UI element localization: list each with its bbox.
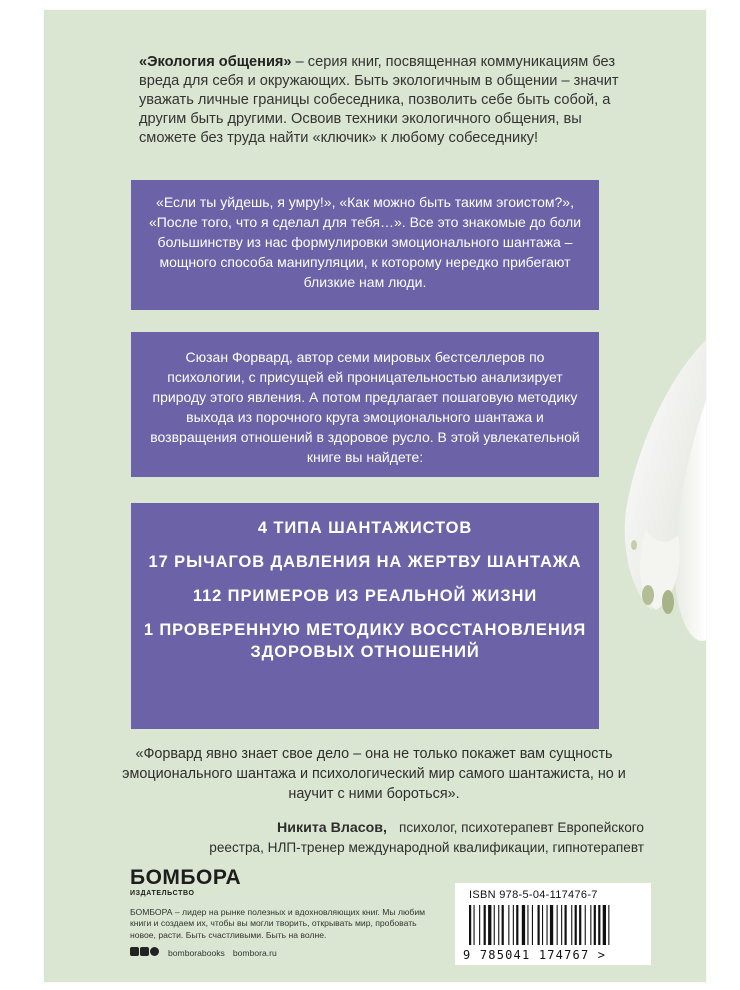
features-box: [131, 503, 599, 729]
feature-item: 112 ПРИМЕРОВ ИЗ РЕАЛЬНОЙ ЖИЗНИ: [192, 587, 538, 605]
barcode-bar: [484, 905, 486, 945]
publisher-socials: [130, 947, 390, 958]
facebook-icon: [130, 947, 139, 956]
barcode-bar: [502, 905, 504, 945]
author-credentials-1: психолог, психотерапевт Европейского: [398, 820, 644, 835]
barcode-bar: [557, 905, 558, 945]
blackmail-phrases-text: «Если ты уйдешь, я умру!», «Как можно быть таким эгоистом?», «После того, что я сделал для тебя…». Все это знакомые до боли большинству из нас формулировки эмоционального шантажа – мощного способа манипуляции, к которому нередко прибегают близкие нам люди.: [148, 194, 582, 290]
barcode-bar: [579, 905, 581, 945]
barcode-bar: [608, 905, 609, 945]
barcode-bar: [594, 905, 596, 945]
barcode-bar: [547, 905, 548, 945]
vk-icon: [140, 947, 149, 956]
author-name: Никита Власов,: [277, 820, 387, 836]
blackmail-phrases-box: [131, 180, 599, 310]
review-quote: «Форвард явно знает свое дело – она не только покажет вам сущность эмоционального шантажа и психологический мир самого шантажиста, но и научит с ними бороться».: [122, 746, 626, 802]
barcode-bar: [590, 905, 591, 945]
isbn-barcode: [455, 883, 651, 965]
barcode-bar: [585, 905, 586, 945]
barcode-bar: [513, 905, 514, 945]
barcode-bar: [522, 905, 525, 945]
barcode-bar: [474, 905, 475, 945]
feature-item: 17 РЫЧАГОВ ДАВЛЕНИЯ НА ЖЕРТВУ ШАНТАЖА: [148, 553, 582, 571]
publisher-description: БОМБОРА – лидер на рынке полезных и вдохновляющих книг. Мы любим книги и создаем их, чтобы вы могли творить, открывать мир, пробовать новое, расти. Быть счастливыми. Быть на волне.: [130, 907, 426, 940]
book-back-cover: [44, 10, 706, 982]
series-intro: [139, 53, 639, 148]
barcode-bar: [603, 905, 606, 945]
barcode-bar: [561, 905, 562, 945]
barcode-bars: [463, 905, 643, 945]
barcode-bar: [532, 905, 533, 945]
review-author: [104, 818, 644, 857]
barcode-bar: [516, 905, 518, 945]
author-credentials-2: реестра, НЛП-тренер международной квалификации, гипнотерапевт: [209, 840, 644, 855]
instagram-icon: [150, 947, 159, 956]
publisher-website: bombora.ru: [232, 947, 277, 958]
barcode-bar: [538, 905, 540, 945]
barcode-bar: [498, 905, 499, 945]
barcode-bar: [575, 905, 577, 945]
feature-item: 1 ПРОВЕРЕННУЮ МЕТОДИКУ ВОССТАНОВЛЕНИЯ ЗДОРОВЫХ ОТНОШЕНИЙ: [143, 621, 587, 661]
barcode-bar: [469, 905, 471, 945]
barcode-bar: [598, 905, 600, 945]
isbn-number: ISBN 978-5-04-117476-7: [469, 889, 598, 901]
barcode-bar: [494, 905, 495, 945]
social-handle: bomborabooks: [168, 947, 225, 958]
publisher-logo: БОМБОРА: [130, 866, 242, 889]
series-title: «Экология общения»: [139, 54, 292, 70]
social-icons: [130, 947, 160, 958]
barcode-bar: [508, 905, 509, 945]
barcode-bar: [571, 905, 572, 945]
publisher-subtitle: ИЗДАТЕЛЬСТВО: [130, 890, 195, 897]
barcode-digits: 9 785041 174767 >: [463, 948, 607, 962]
publisher-block: [130, 866, 426, 958]
barcode-bar: [527, 905, 528, 945]
barcode-bar: [565, 905, 567, 945]
barcode-bar: [488, 905, 491, 945]
barcode-bar: [550, 905, 553, 945]
author-description-text: Сюзан Форвард, автор семи мировых бестселлеров по психологии, с присущей ей проницательностью анализирует природу этого явления. А потом предлагает пошаговую методику выхода из порочного круга эмоционального шантажа и возвращения отношений в здоровое русло. В этой увлекательной книге вы найдете:: [150, 349, 580, 465]
barcode-bar: [479, 905, 480, 945]
barcode-bar: [542, 905, 543, 945]
series-description: – серия книг, посвященная коммуникациям без вреда для себя и окружающих. Быть экологичным в общении – значит уважать личные границы собеседника, позволить себе быть собой, а другим быть другими. Освоив техники экологичного общения, вы сможете без труда найти «ключик» к любому собеседнику!: [139, 54, 619, 146]
author-description-box: [131, 332, 599, 477]
flower-petal-illustration: [576, 340, 706, 650]
feature-item: 4 ТИПА ШАНТАЖИСТОВ: [257, 519, 473, 537]
